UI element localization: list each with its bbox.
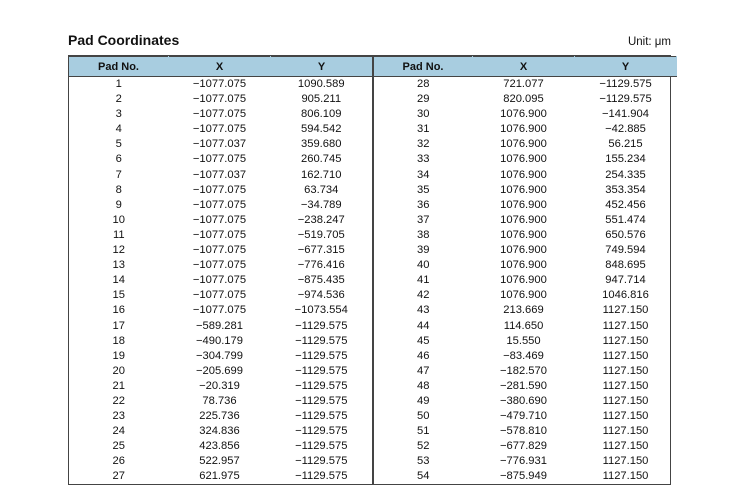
pad-no-cell: 36 — [373, 198, 473, 213]
pad-no-cell: 8 — [115, 183, 122, 196]
x-cell: −1077.075 — [192, 228, 247, 241]
table-row — [69, 77, 677, 93]
pad-no-cell: 3 — [115, 108, 122, 121]
table-row — [69, 409, 677, 424]
x-cell: 1076.900 — [500, 244, 547, 257]
y-cell: 1127.150 — [602, 425, 649, 438]
table-row — [69, 379, 677, 394]
y-cell: −519.705 — [297, 228, 345, 241]
pad-coordinates-table — [69, 56, 677, 485]
table-row — [69, 288, 677, 303]
pad-no-cell: 42 — [373, 288, 473, 303]
x-cell: −281.590 — [500, 379, 547, 392]
pad-no-cell: 40 — [373, 258, 473, 273]
table-row — [69, 469, 677, 484]
x-cell: 820.095 — [503, 93, 544, 106]
table-row — [69, 394, 677, 409]
x-cell: 621.975 — [199, 470, 240, 483]
x-cell: −1077.075 — [192, 259, 247, 272]
y-cell: 594.542 — [301, 123, 342, 136]
x-cell: −1077.075 — [192, 123, 247, 136]
table-row — [69, 349, 677, 364]
pad-no-cell: 39 — [373, 243, 473, 258]
x-cell: 1076.900 — [500, 289, 547, 302]
x-cell: −479.710 — [500, 410, 547, 423]
y-cell: 1127.150 — [602, 394, 649, 407]
y-cell: 63.734 — [304, 183, 339, 196]
y-cell: −1073.554 — [294, 304, 348, 317]
x-cell: −205.699 — [196, 364, 243, 377]
header-row — [69, 57, 677, 77]
x-cell: −1077.075 — [192, 274, 247, 287]
y-cell: −1129.575 — [295, 319, 348, 332]
x-cell: −182.570 — [500, 364, 547, 377]
pad-no-cell: 50 — [373, 409, 473, 424]
y-cell: 1127.150 — [602, 304, 649, 317]
pad-no-cell: 30 — [373, 107, 473, 122]
y-cell: −1129.575 — [295, 394, 348, 407]
pad-no-cell: 49 — [373, 394, 473, 409]
x-cell: −1077.075 — [192, 108, 247, 121]
y-cell: 1127.150 — [602, 349, 649, 362]
y-cell: 1127.150 — [602, 379, 649, 392]
pad-no-cell: 29 — [373, 92, 473, 107]
y-cell: 162.710 — [301, 168, 342, 181]
x-cell: −1077.037 — [192, 138, 247, 151]
x-cell: 1076.900 — [500, 183, 547, 196]
pad-no-cell: 6 — [115, 153, 122, 166]
pad-no-cell: 43 — [373, 303, 473, 318]
pad-no-cell: 24 — [112, 425, 125, 438]
x-cell: −1077.075 — [192, 78, 247, 90]
header-pad-no-left: Pad No. — [69, 57, 169, 77]
pad-no-cell: 12 — [112, 244, 125, 257]
y-cell: 1127.150 — [602, 334, 649, 347]
y-cell: −677.315 — [297, 244, 345, 257]
x-cell: 78.736 — [202, 394, 237, 407]
y-cell: −1129.575 — [599, 93, 652, 106]
pad-no-cell: 5 — [115, 138, 122, 151]
x-cell: 522.957 — [199, 455, 240, 468]
y-cell: −1129.575 — [295, 470, 348, 483]
table-row — [69, 213, 677, 228]
pad-no-cell: 13 — [112, 259, 125, 272]
y-cell: 650.576 — [605, 228, 646, 241]
pad-no-cell: 31 — [373, 122, 473, 137]
x-cell: −20.319 — [199, 379, 240, 392]
y-cell: 1127.150 — [602, 410, 649, 423]
y-cell: 947.714 — [605, 274, 646, 287]
y-cell: −1129.575 — [599, 78, 652, 90]
x-cell: 1076.900 — [500, 228, 547, 241]
table-row — [69, 228, 677, 243]
pad-no-cell: 51 — [373, 424, 473, 439]
table-row — [69, 334, 677, 349]
pad-no-cell: 41 — [373, 273, 473, 288]
pad-no-cell: 44 — [373, 319, 473, 334]
x-cell: −83.469 — [503, 349, 544, 362]
pad-no-cell: 21 — [112, 379, 125, 392]
x-cell: 1076.900 — [500, 274, 547, 287]
x-cell: 423.856 — [199, 440, 240, 453]
table-row — [69, 454, 677, 469]
y-cell: −974.536 — [297, 289, 345, 302]
table-row — [69, 92, 677, 107]
y-cell: −776.416 — [297, 259, 345, 272]
y-cell: 254.335 — [605, 168, 646, 181]
y-cell: 56.215 — [608, 138, 643, 151]
x-cell: 1076.900 — [500, 168, 547, 181]
pad-no-cell: 19 — [112, 349, 125, 362]
x-cell: 1076.900 — [500, 153, 547, 166]
pad-no-cell: 48 — [373, 379, 473, 394]
table-row — [69, 107, 677, 122]
x-cell: −1077.075 — [192, 289, 247, 302]
y-cell: 749.594 — [605, 244, 646, 257]
x-cell: 225.736 — [199, 410, 240, 423]
y-cell: −1129.575 — [295, 379, 348, 392]
table-row — [69, 319, 677, 334]
x-cell: 1076.900 — [500, 198, 547, 211]
pad-no-cell: 9 — [115, 198, 122, 211]
y-cell: 1127.150 — [602, 470, 649, 483]
x-cell: 1076.900 — [500, 213, 547, 226]
x-cell: −875.949 — [500, 470, 547, 483]
pad-no-cell: 52 — [373, 439, 473, 454]
table-row — [69, 168, 677, 183]
y-cell: 1127.150 — [602, 455, 649, 468]
pad-no-cell: 33 — [373, 152, 473, 167]
pad-no-cell: 25 — [112, 440, 125, 453]
table-row — [69, 137, 677, 152]
x-cell: −1077.075 — [192, 244, 247, 257]
x-cell: −578.810 — [500, 425, 547, 438]
pad-no-cell: 14 — [112, 274, 125, 287]
table-row — [69, 303, 677, 318]
y-cell: −1129.575 — [295, 455, 348, 468]
y-cell: −141.904 — [602, 108, 649, 121]
table-row — [69, 243, 677, 258]
pad-no-cell: 46 — [373, 349, 473, 364]
table-row — [69, 439, 677, 454]
table-body — [69, 77, 677, 485]
y-cell: 1046.816 — [602, 289, 649, 302]
pad-no-cell: 22 — [112, 394, 125, 407]
pad-no-cell: 26 — [112, 455, 125, 468]
x-cell: −490.179 — [196, 334, 243, 347]
table-row — [69, 183, 677, 198]
y-cell: −1129.575 — [295, 334, 348, 347]
pad-no-cell: 1 — [115, 78, 122, 90]
y-cell: 353.354 — [605, 183, 646, 196]
table-row — [69, 424, 677, 439]
table-header — [69, 57, 677, 77]
y-cell: −238.247 — [297, 213, 345, 226]
x-cell: −380.690 — [500, 394, 547, 407]
pad-no-cell: 34 — [373, 168, 473, 183]
y-cell: 260.745 — [301, 153, 342, 166]
header-y-right: Y — [575, 57, 677, 77]
x-cell: 15.550 — [506, 334, 541, 347]
pad-no-cell: 35 — [373, 183, 473, 198]
table-row — [69, 364, 677, 379]
y-cell: 1127.150 — [602, 319, 649, 332]
x-cell: −1077.075 — [192, 183, 247, 196]
x-cell: −776.931 — [500, 455, 547, 468]
pad-no-cell: 15 — [112, 289, 125, 302]
x-cell: 1076.900 — [500, 138, 547, 151]
pad-no-cell: 4 — [115, 123, 122, 136]
header-x-right: X — [473, 57, 575, 77]
table-row — [69, 198, 677, 213]
pad-no-cell: 38 — [373, 228, 473, 243]
pad-no-cell: 37 — [373, 213, 473, 228]
table-row — [69, 258, 677, 273]
x-cell: −677.829 — [500, 440, 547, 453]
y-cell: 359.680 — [301, 138, 342, 151]
x-cell: −1077.037 — [192, 168, 247, 181]
x-cell: −1077.075 — [192, 153, 247, 166]
pad-no-cell: 23 — [112, 410, 125, 423]
x-cell: 213.669 — [503, 304, 544, 317]
y-cell: −42.885 — [605, 123, 646, 136]
x-cell: 1076.900 — [500, 108, 547, 121]
table-row — [69, 152, 677, 167]
y-cell: −1129.575 — [295, 410, 348, 423]
y-cell: 155.234 — [605, 153, 646, 166]
page-title: Pad Coordinates — [68, 32, 180, 48]
x-cell: 324.836 — [199, 425, 240, 438]
pad-no-cell: 18 — [112, 334, 125, 347]
pad-no-cell: 16 — [112, 304, 125, 317]
pad-no-cell: 54 — [373, 469, 473, 484]
pad-no-cell: 11 — [112, 228, 125, 241]
x-cell: −1077.075 — [192, 213, 247, 226]
y-cell: 1090.589 — [297, 78, 345, 90]
unit-label: Unit: μm — [627, 36, 671, 48]
y-cell: −1129.575 — [295, 440, 348, 453]
pad-no-cell: 17 — [112, 319, 125, 332]
y-cell: −875.435 — [297, 274, 345, 287]
y-cell: 848.695 — [605, 259, 646, 272]
y-cell: −1129.575 — [295, 364, 348, 377]
pad-coordinates-table-wrapper — [68, 55, 671, 485]
x-cell: −304.799 — [196, 349, 243, 362]
x-cell: −1077.075 — [192, 93, 247, 106]
pad-no-cell: 10 — [112, 213, 125, 226]
y-cell: 1127.150 — [602, 364, 649, 377]
pad-no-cell: 53 — [373, 454, 473, 469]
y-cell: 551.474 — [605, 213, 646, 226]
x-cell: 1076.900 — [500, 259, 547, 272]
header-y-left: Y — [271, 57, 374, 77]
pad-no-cell: 28 — [373, 77, 473, 93]
x-cell: −1077.075 — [192, 198, 247, 211]
x-cell: 1076.900 — [500, 123, 547, 136]
y-cell: −1129.575 — [295, 425, 348, 438]
pad-no-cell: 45 — [373, 334, 473, 349]
y-cell: −1129.575 — [295, 349, 348, 362]
header-pad-no-right: Pad No. — [373, 57, 473, 77]
y-cell: 806.109 — [301, 108, 342, 121]
x-cell: −1077.075 — [192, 304, 247, 317]
pad-no-cell: 27 — [112, 470, 125, 483]
header-x-left: X — [169, 57, 271, 77]
table-row — [69, 273, 677, 288]
y-cell: 1127.150 — [602, 440, 649, 453]
y-cell: 905.211 — [301, 93, 342, 106]
x-cell: 114.650 — [503, 319, 544, 332]
pad-no-cell: 20 — [112, 364, 125, 377]
pad-no-cell: 32 — [373, 137, 473, 152]
pad-no-cell: 47 — [373, 364, 473, 379]
y-cell: −34.789 — [300, 198, 342, 211]
x-cell: −589.281 — [196, 319, 243, 332]
table-row — [69, 122, 677, 137]
pad-no-cell: 7 — [115, 168, 122, 181]
x-cell: 721.077 — [503, 78, 544, 90]
y-cell: 452.456 — [605, 198, 646, 211]
pad-no-cell: 2 — [115, 93, 122, 106]
